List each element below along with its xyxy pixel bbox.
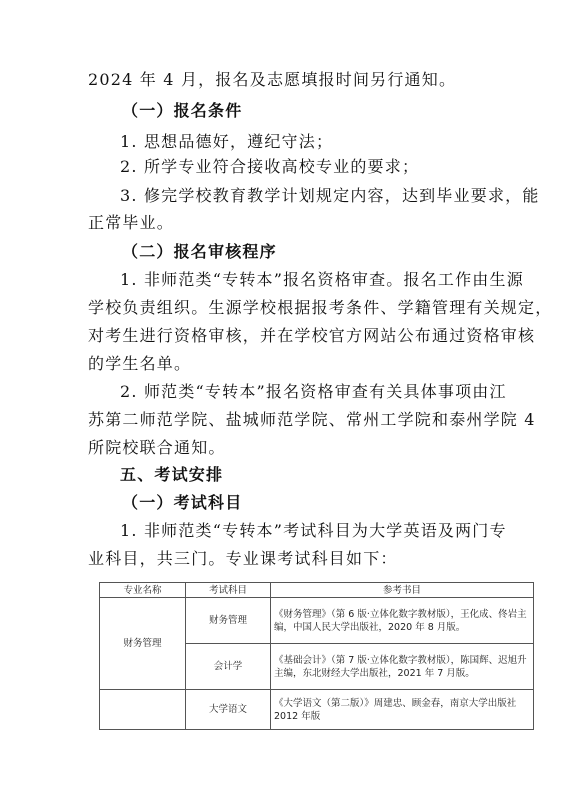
list-item: 1. 非师范类“专转本”报名资格审查。报名工作由生源 bbox=[120, 270, 524, 289]
paragraph-line: 所院校联合通知。 bbox=[88, 438, 226, 457]
table-row bbox=[100, 690, 534, 730]
exam-subject-table bbox=[99, 582, 534, 730]
major-cell: 财务管理 bbox=[100, 598, 186, 690]
paragraph-line: 2024 年 4 月，报名及志愿填报时间另行通知。 bbox=[88, 70, 457, 89]
table-header-subject: 考试科目 bbox=[186, 583, 271, 598]
section-heading: （一）考试科目 bbox=[122, 493, 243, 512]
paragraph-line: 业科目，共三门。专业课考试科目如下： bbox=[88, 549, 398, 568]
subject-cell: 会计学 bbox=[186, 644, 271, 690]
list-item: 2. 所学专业符合接收高校专业的要求； bbox=[120, 157, 420, 176]
list-item: 2. 师范类“专转本”报名资格审查有关具体事项由江 bbox=[120, 382, 507, 401]
table-header-major: 专业名称 bbox=[100, 583, 186, 598]
list-item: 1. 非师范类“专转本”考试科目为大学英语及两门专 bbox=[120, 521, 507, 540]
reference-cell: 《财务管理》（第 6 版·立体化数字教材版），王化成、佟岩主编，中国人民大学出版社，2020 年 8 月版。 bbox=[271, 598, 534, 644]
section-heading: （一）报名条件 bbox=[122, 101, 243, 120]
list-item: 1. 思想品德好，遵纪守法； bbox=[120, 132, 334, 151]
paragraph-line: 苏第二师范学院、盐城师范学院、常州工学院和泰州学院 4 bbox=[88, 410, 536, 429]
paragraph-line: 的学生名单。 bbox=[88, 354, 192, 373]
subject-cell: 大学语文 bbox=[186, 690, 271, 730]
table-row bbox=[100, 598, 534, 644]
major-cell-empty bbox=[100, 690, 186, 730]
paragraph-line: 对考生进行资格审核，并在学校官方网站公布通过资格审核 bbox=[88, 326, 536, 345]
reference-cell: 《大学语文（第二版）》周建忠、顾金春，南京大学出版社 2012 年版 bbox=[271, 690, 534, 730]
chapter-heading: 五、考试安排 bbox=[120, 465, 224, 484]
table-header-row bbox=[100, 583, 534, 598]
section-heading: （二）报名审核程序 bbox=[122, 242, 277, 261]
table-header-reference: 参考书目 bbox=[271, 583, 534, 598]
list-item: 3. 修完学校教育教学计划规定内容，达到毕业要求，能 bbox=[120, 186, 540, 205]
paragraph-line: 正常毕业。 bbox=[88, 213, 175, 232]
reference-cell: 《基础会计》（第 7 版·立体化数字教材版），陈国辉、迟旭升主编，东北财经大学出版社，2021 年 7 月版。 bbox=[271, 644, 534, 690]
paragraph-line: 学校负责组织。生源学校根据报考条件、学籍管理有关规定， bbox=[88, 298, 553, 317]
subject-cell: 财务管理 bbox=[186, 598, 271, 644]
